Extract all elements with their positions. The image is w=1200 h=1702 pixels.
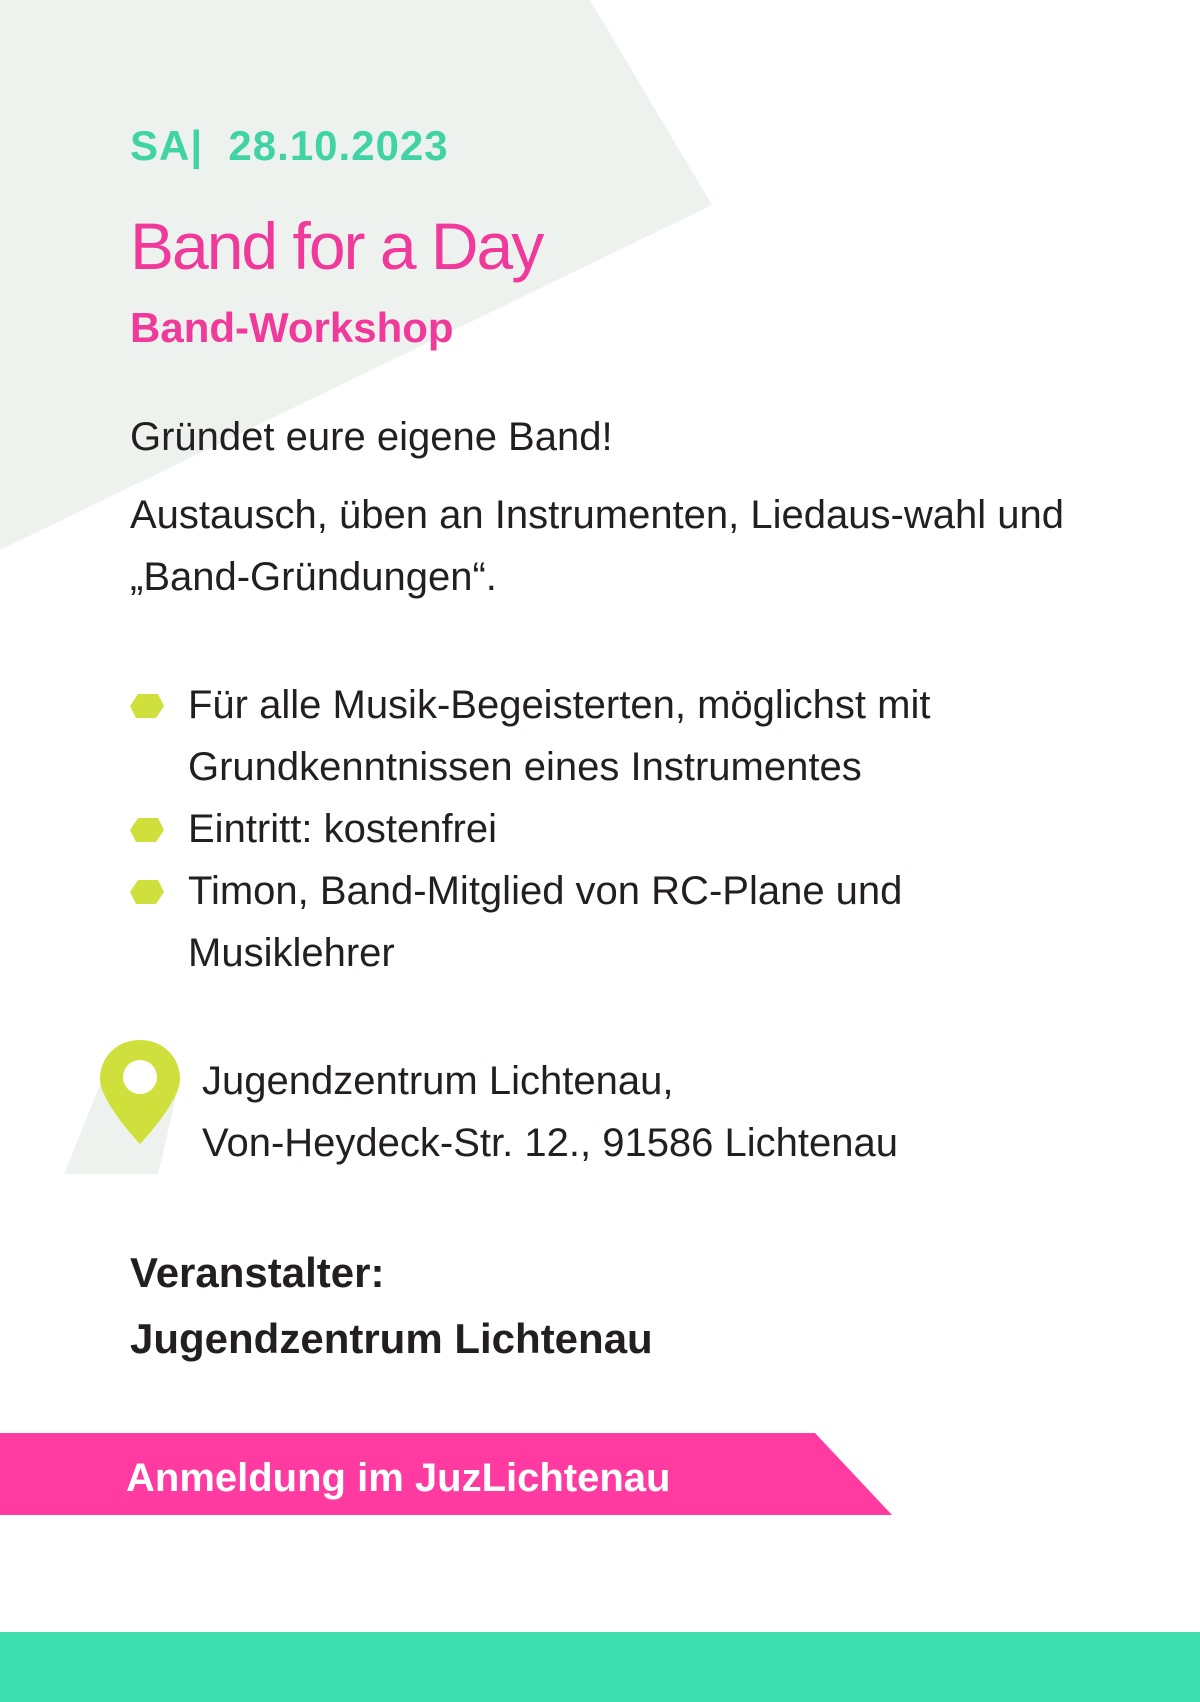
map-pin-icon — [100, 1040, 180, 1144]
event-title: Band for a Day — [130, 209, 543, 283]
location-block — [202, 1050, 898, 1174]
feature-item — [130, 860, 1110, 984]
feature-item — [130, 798, 1110, 860]
feature-text: Eintritt: kostenfrei — [188, 807, 498, 851]
feature-text: Für alle Musik-Begeisterten, möglichst mit Grundkenntnissen eines Instrumentes — [188, 683, 931, 789]
intro-headline: Gründet eure eigene Band! — [130, 415, 613, 459]
event-subtitle: Band-Workshop — [130, 304, 454, 351]
intro-description: Austausch, üben an Instrumenten, Liedaus-wahl und „Band-Gründungen“. — [130, 493, 1064, 599]
feature-list — [130, 674, 1110, 984]
footer-bar — [0, 1632, 1200, 1702]
feature-text: Timon, Band-Mitglied von RC-Plane und Musiklehrer — [188, 869, 903, 975]
event-date: SA| 28.10.2023 — [130, 122, 449, 169]
feature-item — [130, 674, 1110, 798]
registration-text: Anmeldung im JuzLichtenau — [126, 1456, 671, 1500]
hexagon-bullet-icon — [130, 818, 164, 842]
hexagon-bullet-icon — [130, 694, 164, 718]
organizer-label: Veranstalter: — [130, 1249, 385, 1296]
hexagon-bullet-icon — [130, 880, 164, 904]
location-address: Von-Heydeck-Str. 12., 91586 Lichtenau — [202, 1121, 899, 1165]
organizer-block — [130, 1240, 653, 1372]
organizer-name: Jugendzentrum Lichtenau — [130, 1315, 653, 1362]
location-name: Jugendzentrum Lichtenau, — [202, 1059, 674, 1103]
